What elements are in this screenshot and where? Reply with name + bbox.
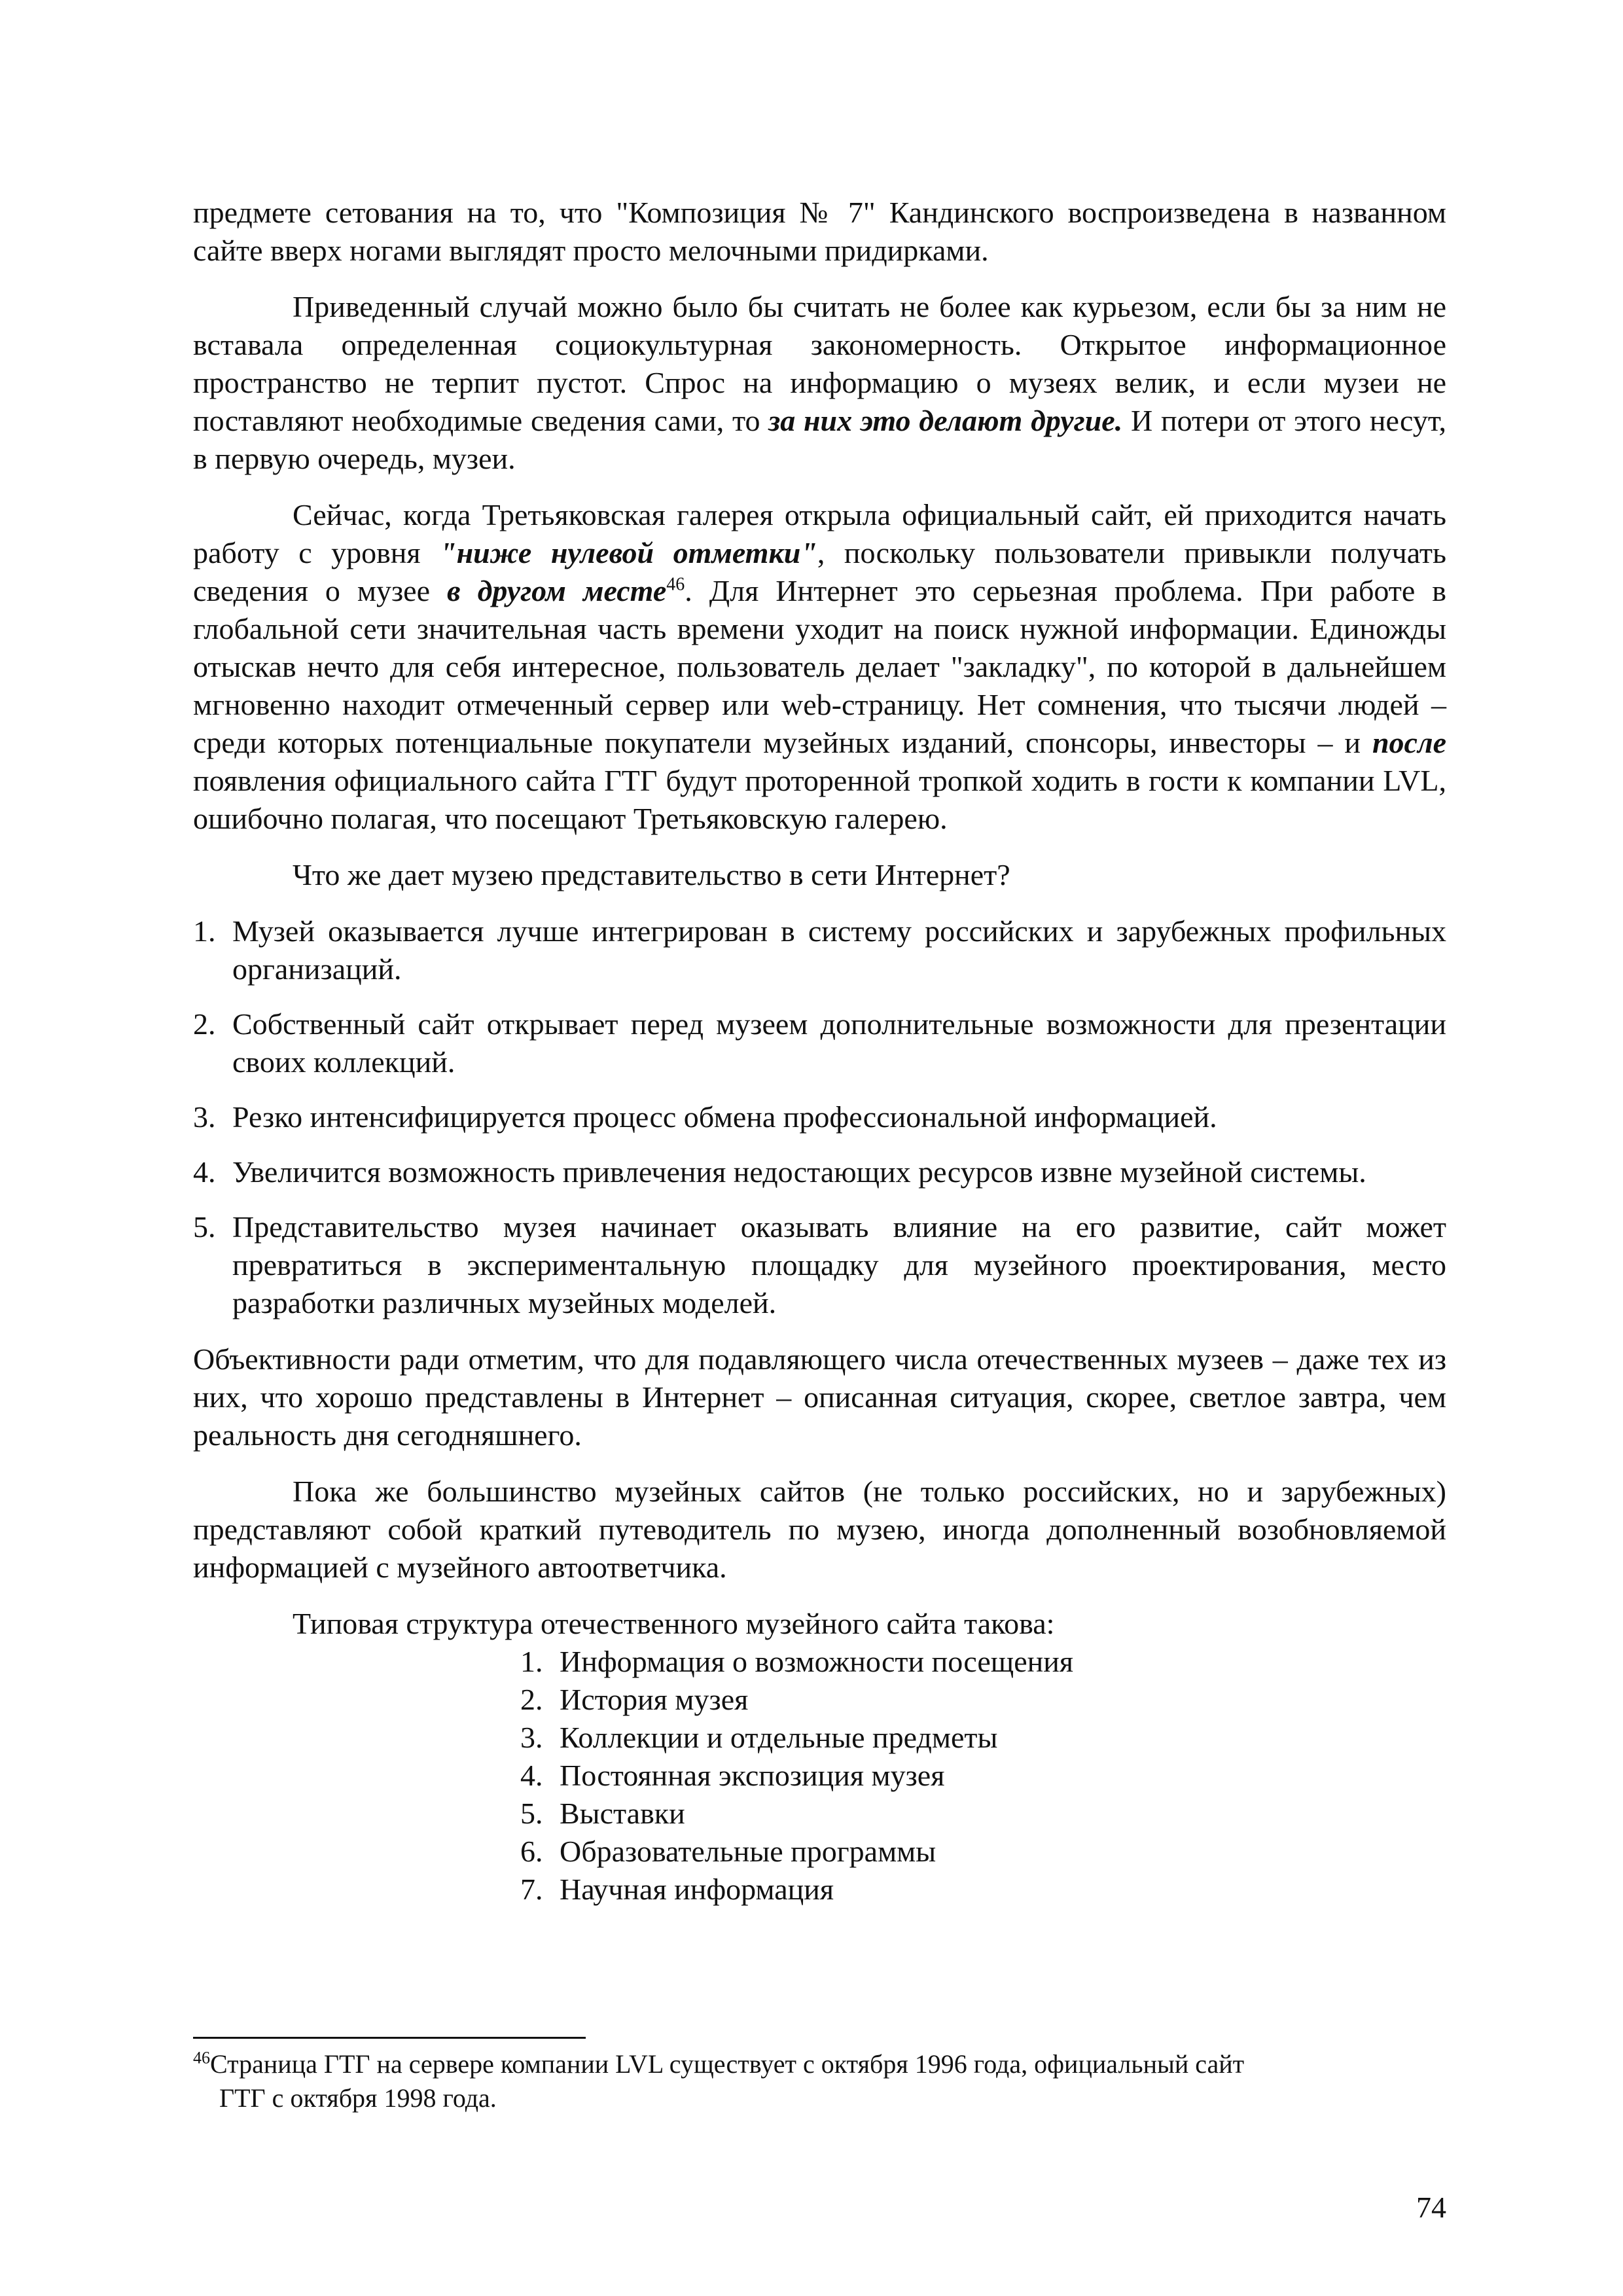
- footnote: [193, 2047, 1446, 2115]
- list-number: 4.: [193, 1155, 216, 1189]
- emphasis-text: после: [1372, 726, 1446, 759]
- paragraph-continuation: предмете сетования на то, что "Композиция № 7" Кандинского воспроизведена в названном сайте вверх ногами выглядят просто мелочными придирками.: [193, 196, 1446, 267]
- list-text: Увеличится возможность привлечения недостающих ресурсов извне музейной системы.: [232, 1155, 1366, 1189]
- list-item: [520, 1795, 1446, 1833]
- footnote-divider: [193, 2037, 586, 2039]
- list-number: 5.: [520, 1797, 543, 1830]
- body-text: [193, 194, 1446, 1909]
- list-number: 2.: [520, 1683, 543, 1716]
- paragraph-structure-intro: Типовая структура отечественного музейного сайта такова:: [293, 1607, 1055, 1640]
- emphasis-text: в другом месте: [447, 574, 667, 607]
- paragraph-majority: Пока же большинство музейных сайтов (не только российских, но и зарубежных) представляют собой краткий путеводитель по музею, иногда дополненный возобновляемой информацией с музейного автоответчика.: [193, 1475, 1446, 1584]
- list-text: Выставки: [560, 1797, 685, 1830]
- list-item: [520, 1757, 1446, 1795]
- list-item: [520, 1719, 1446, 1757]
- list-text: Представительство музея начинает оказывать влияние на его развитие, сайт может превратиться в экспериментальную площадку для музейного проектирования, место разработки различных музейных моделей.: [232, 1210, 1446, 1319]
- paragraph-objectivity: Объективности ради отметим, что для подавляющего числа отечественных музеев – даже тех из них, что хорошо представлены в Интернет – описанная ситуация, скорее, светлое завтра, чем реальность дня сегодняшнего.: [193, 1342, 1446, 1452]
- list-text: Научная информация: [560, 1873, 834, 1906]
- emphasis-text: за них это делают другие.: [768, 404, 1123, 437]
- list-item: [520, 1833, 1446, 1871]
- emphasis-text: "ниже нулевой отметки": [440, 536, 817, 569]
- list-item: [193, 912, 1446, 988]
- site-structure-list: [193, 1643, 1446, 1909]
- paragraph-text: появления официального сайта ГТГ будут проторенной тропкой ходить в гости к компании LVL, ошибочно полагая, что посещают Третьяковскую галерею.: [193, 764, 1446, 835]
- list-text: Коллекции и отдельные предметы: [560, 1721, 998, 1754]
- list-text: Постоянная экспозиция музея: [560, 1759, 945, 1792]
- list-item: [193, 1208, 1446, 1322]
- footnote-text: Страница ГТГ на сервере компании LVL существует с октября 1996 года, официальный сайт: [210, 2049, 1245, 2079]
- list-number: 1.: [520, 1645, 543, 1678]
- list-item: [520, 1681, 1446, 1719]
- list-text: История музея: [560, 1683, 749, 1716]
- list-number: 4.: [520, 1759, 543, 1792]
- list-number: 6.: [520, 1835, 543, 1868]
- paragraph-tretyakov: [193, 496, 1446, 838]
- list-number: 3.: [193, 1100, 216, 1134]
- list-text: Собственный сайт открывает перед музеем дополнительные возможности для презентации своих коллекций.: [232, 1007, 1446, 1079]
- list-text: Информация о возможности посещения: [560, 1645, 1074, 1678]
- list-item: [193, 1153, 1446, 1191]
- paragraph-text: . Для Интернет это серьезная проблема. При работе в глобальной сети значительная часть времени уходит на поиск нужной информации. Единожды отыскав нечто для себя интересное, пользователь делает "закладку", по которой в дальнейшем мгновенно находит отмеченный сервер или web-страницу. Нет сомнения, что тысячи людей – среди которых потенциальные покупатели музейных изданий, спонсоры, инвесторы – и: [193, 574, 1446, 759]
- page-number: 74: [1416, 2191, 1446, 2224]
- footnote-mark: 46: [193, 2048, 210, 2068]
- list-item: [193, 1005, 1446, 1081]
- paragraph-text: И потери от этого несут, в первую очередь, музеи.: [193, 404, 1446, 475]
- list-number: 2.: [193, 1007, 216, 1041]
- footnote-text: ГТГ с октября 1998 года.: [219, 2083, 497, 2113]
- list-text: Резко интенсифицируется процесс обмена профессиональной информацией.: [232, 1100, 1217, 1134]
- paragraph-curiosity: [193, 288, 1446, 478]
- list-item: [193, 1098, 1446, 1136]
- footnote-reference[interactable]: 46: [666, 574, 685, 595]
- list-number: 1.: [193, 914, 216, 948]
- benefits-list: [193, 912, 1446, 1322]
- list-item: [520, 1871, 1446, 1909]
- list-number: 7.: [520, 1873, 543, 1906]
- paragraph-question: Что же дает музею представительство в сети Интернет?: [293, 858, 1010, 891]
- list-number: 3.: [520, 1721, 543, 1754]
- list-text: Музей оказывается лучше интегрирован в систему российских и зарубежных профильных организаций.: [232, 914, 1446, 986]
- paragraph-text: Приведенный случай можно было бы считать не более как курьезом, если бы за ним не вставала определенная социокультурная закономерность. Открытое информационное пространство не терпит пустот. Спрос на информацию о музеях велик, и если музеи не поставляют необходимые сведения сами, то: [193, 290, 1446, 437]
- paragraph-text: , поскольку пользователи привыкли получать сведения о музее: [193, 536, 1447, 607]
- paragraph-text: Сейчас, когда Третьяковская галерея открыла официальный сайт, ей приходится начать работу с уровня: [193, 498, 1446, 569]
- list-number: 5.: [193, 1210, 216, 1244]
- list-item: [520, 1643, 1446, 1681]
- list-text: Образовательные программы: [560, 1835, 936, 1868]
